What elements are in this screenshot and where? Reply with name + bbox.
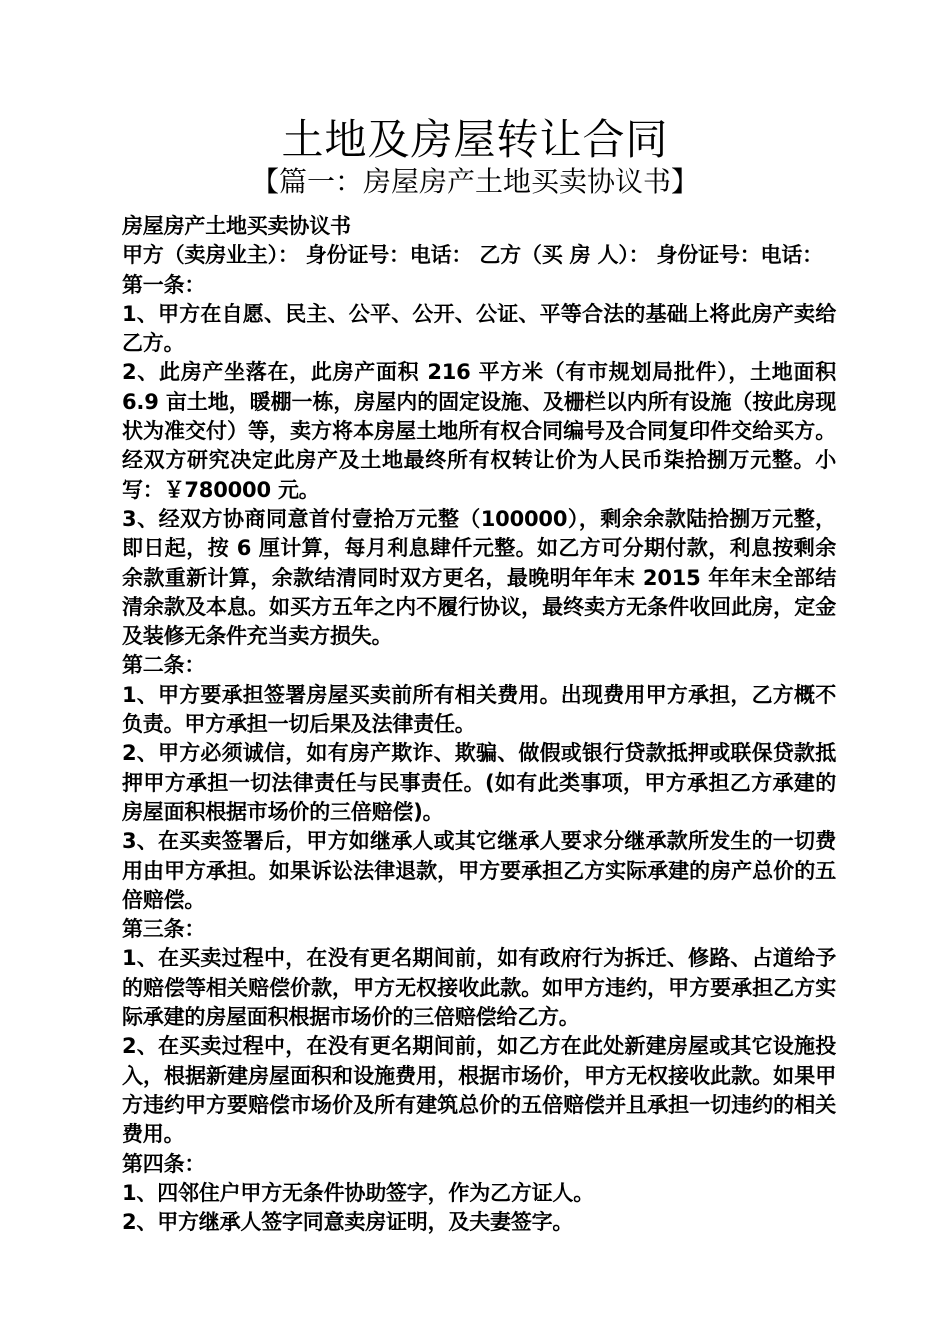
article-2-clause-1: 1、甲方要承担签署房屋买卖前所有相关费用。出现费用甲方承担，乙方概不负责。甲方承担一切后果及法律责任。 [122, 682, 836, 737]
article-4-clause-2: 2、甲方继承人签字同意卖房证明，及夫妻签字。 [122, 1210, 574, 1235]
article-4-clause-1: 1、四邻住户甲方无条件协助签字，作为乙方证人。 [122, 1180, 595, 1205]
document-title: 土地及房屋转让合同 [281, 115, 669, 164]
agreement-heading: 房屋房产土地买卖协议书 [122, 214, 351, 238]
article-1-clause-1: 1、甲方在自愿、民主、公平、公开、公证、平等合法的基础上将此房产卖给乙方。 [122, 301, 836, 356]
article-4-heading: 第四条： [122, 1151, 206, 1176]
document-body [116, 212, 836, 1237]
article-1-clause-3: 3、经双方协商同意首付壹拾万元整（100000），剩余余款陆拾捌万元整，即日起，按 6 厘计算，每月利息肆仟元整。如乙方可分期付款，利息按剩余余款重新计算，余款结清同时双方更名，最晚明年年末 2015 年年末全部结清余款及本息。如买方五年之内不履行协议，最终卖方无条件收回此房，定金及装修无条件充当卖方损失。 [122, 506, 836, 649]
article-2-clause-2: 2、甲方必须诚信，如有房产欺诈、欺骗、做假或银行贷款抵押或联保贷款抵押甲方承担一切法律责任与民事责任。(如有此类事项，甲方承担乙方承建的房屋面积根据市场价的三倍赔偿)。 [122, 741, 836, 824]
document-subtitle: 【篇一：房屋房产土地买卖协议书】 [250, 165, 699, 198]
article-3-heading: 第三条： [122, 917, 206, 942]
article-3-clause-1: 1、在买卖过程中，在没有更名期间前，如有政府行为拆迁、修路、占道给予的赔偿等相关赔偿价款，甲方无权接收此款。如甲方违约，甲方要承担乙方实际承建的房屋面积根据市场价的三倍赔偿给乙方。 [122, 946, 836, 1030]
article-1-clause-2: 2、此房产坐落在，此房产面积 216 平方米（有市规划局批件），土地面积 6.9 亩土地，暖棚一栋，房屋内的固定设施、及栅栏以内所有设施（按此房现状为准交付）等，卖方将本房屋土地所有权合同编号及合同复印件交给买方。经双方研究决定此房产及土地最终所有权转让价为人民币柒拾捌万元整。小写：￥780000 元。 [122, 360, 836, 502]
parties-line: 甲方（卖房业主）： 身份证号：电话： 乙方（买 房 人）： 身份证号：电话： [122, 243, 823, 268]
article-2-clause-3: 3、在买卖签署后，甲方如继承人或其它继承人要求分继承款所发生的一切费用由甲方承担。如果诉讼法律退款，甲方要承担乙方实际承建的房产总价的五倍赔偿。 [122, 829, 836, 912]
article-2-heading: 第二条： [122, 653, 206, 678]
article-3-clause-2: 2、在买卖过程中，在没有更名期间前，如乙方在此处新建房屋或其它设施投入，根据新建房屋面积和设施费用，根据市场价，甲方无权接收此款。如果甲方违约甲方要赔偿市场价及所有建筑总价的五倍赔偿并且承担一切违约的相关费用。 [122, 1034, 836, 1147]
article-1-heading: 第一条： [122, 272, 206, 297]
